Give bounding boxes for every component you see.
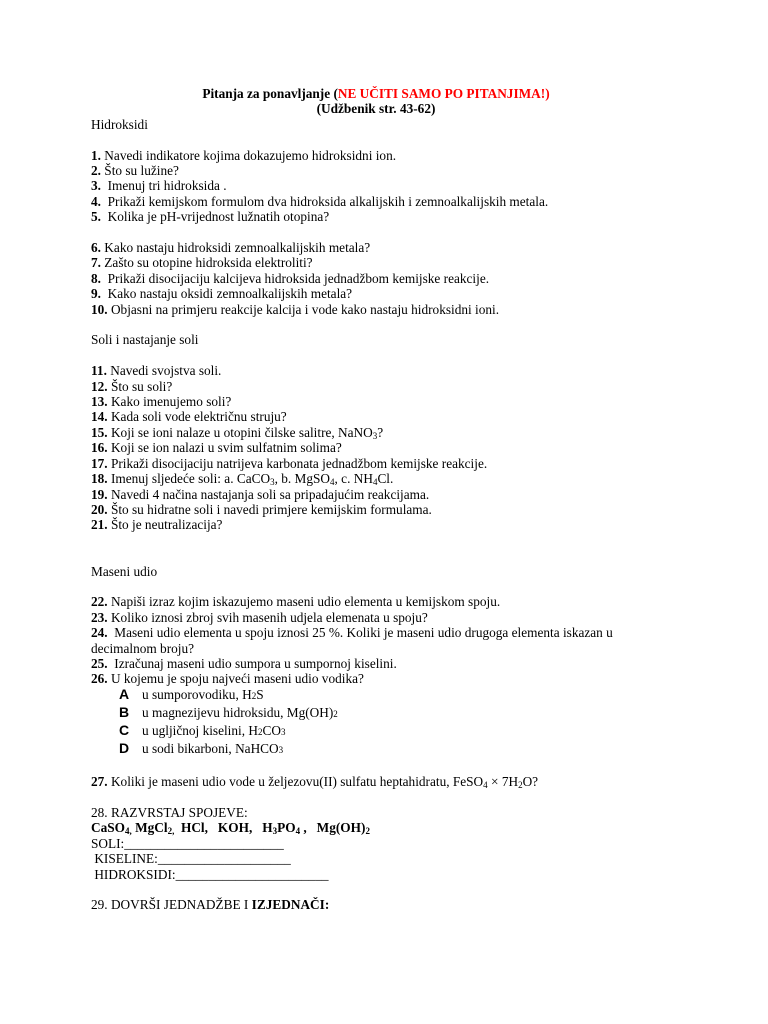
question-5: 5. Kolika je pH-vrijednost lužnatih otopina? — [91, 209, 330, 225]
page-title — [91, 86, 661, 101]
question-26: 26. U kojemu je spoju najveći maseni udio vodika? — [91, 671, 364, 687]
question-3: 3. Imenuj tri hidroksida . — [91, 178, 227, 194]
answer-line-kiseline[interactable]: KISELINE:____________________ — [91, 851, 291, 867]
question-1: 1. Navedi indikatore kojima dokazujemo hidroksidni ion. — [91, 147, 397, 163]
option-letter: C — [119, 721, 130, 738]
option-b: B u magnezijevu hidroksidu, Mg(OH) 2 — [119, 703, 338, 720]
option-letter: B — [119, 703, 130, 720]
question-20: 20. Što su hidratne soli i navedi primjere kemijskim formulama. — [91, 501, 432, 517]
question-9: 9. Kako nastaju oksidi zemnoalkalijskih metala? — [91, 286, 353, 302]
question-21: 21. Što je neutralizacija? — [91, 517, 223, 533]
question-10: 10. Objasni na primjeru reakcije kalcija i vode kako nastaju hidroksidni ioni. — [91, 301, 500, 317]
option-c: C u ugljičnoj kiselini, H 2 CO 3 — [119, 721, 286, 738]
question-19: 19. Navedi 4 načina nastajanja soli sa pripadajućim reakcijama. — [91, 486, 430, 502]
option-letter: D — [119, 739, 130, 756]
question-28-formulas: CaSO$_{4,}$ MgCl$_{2,}$ HCl, KOH, $H_3PO_4$ , $Mg(OH)_2$ — [91, 820, 370, 837]
question-29-heading: 29. DOVRŠI JEDNADŽBE I IZJEDNAČI: — [91, 897, 330, 913]
question-4: 4. Prikaži kemijskom formulom dva hidroksida alkalijskih i zemnoalkalijskih metala. — [91, 193, 549, 209]
option-letter: A — [119, 685, 130, 702]
question-16: 16. Koji se ion nalazi u svim sulfatnim solima? — [91, 440, 342, 456]
question-14: 14. Kada soli vode električnu struju? — [91, 409, 287, 425]
section-heading-salts: Soli i nastajanje soli — [91, 332, 199, 348]
question-13: 13. Kako imenujemo soli? — [91, 394, 232, 410]
question-18: 18. Imenuj sljedeće soli: a. CaCO$_3$, b. MgSO$_4$, c. $NH_4Cl$. — [91, 471, 394, 488]
title-warning: NE UČITI SAMO PO PITANJIMA! — [337, 86, 546, 101]
question-8: 8. Prikaži disocijaciju kalcijeva hidroksida jednadžbom kemijske reakcije. — [91, 270, 490, 286]
document-content — [91, 86, 661, 913]
question-7: 7. Zašto su otopine hidroksida elektroliti? — [91, 255, 313, 271]
title-prefix: Pitanja za ponavljanje ( — [202, 86, 338, 101]
question-12: 12. Što su soli? — [91, 378, 173, 394]
question-2: 2. Što su lužine? — [91, 163, 179, 179]
question-6: 6. Kako nastaju hidroksidi zemnoalkalijskih metala? — [91, 240, 371, 256]
title-suffix: ) — [545, 86, 550, 101]
option-a: A u sumporovodiku, H 2 S — [119, 685, 264, 702]
question-22: 22. Napiši izraz kojim iskazujemo maseni udio elementa u kemijskom spoju. — [91, 594, 501, 610]
question-17: 17. Prikaži disocijaciju natrijeva karbonata jednadžbom kemijske reakcije. — [91, 455, 488, 471]
answer-line-hidroksidi[interactable]: HIDROKSIDI:_______________________ — [91, 866, 329, 882]
section-heading-hydroxides: Hidroksidi — [91, 116, 148, 132]
option-d: D u sodi bikarboni, NaHCO 3 — [119, 739, 284, 756]
section-heading-mass: Maseni udio — [91, 563, 158, 579]
question-15: 15. Koji se ioni nalaze u otopini čilske salitre, NaNO$_3$? — [91, 424, 384, 441]
question-24: 24. Maseni udio elementa u spoju iznosi 25 %. Koliki je maseni udio drugoga elementa iskazan u decimalnom broju? — [91, 625, 617, 656]
question-27: 27. Koliki je maseni udio vode u željezovu(II) sulfatu heptahidratu, FeSO$_4$ × $7H_2O$? — [91, 774, 539, 791]
page-subtitle: (Udžbenik str. 43-62) — [316, 101, 436, 117]
question-11: 11. Navedi svojstva soli. — [91, 363, 222, 379]
answer-line-soli[interactable]: SOLI:________________________ — [91, 835, 284, 851]
question-23: 23. Koliko iznosi zbroj svih masenih udjela elemenata u spoju? — [91, 609, 428, 625]
question-28-heading: 28. RAZVRSTAJ SPOJEVE: — [91, 804, 248, 820]
question-25: 25. Izračunaj maseni udio sumpora u sumpornoj kiselini. — [91, 655, 397, 671]
